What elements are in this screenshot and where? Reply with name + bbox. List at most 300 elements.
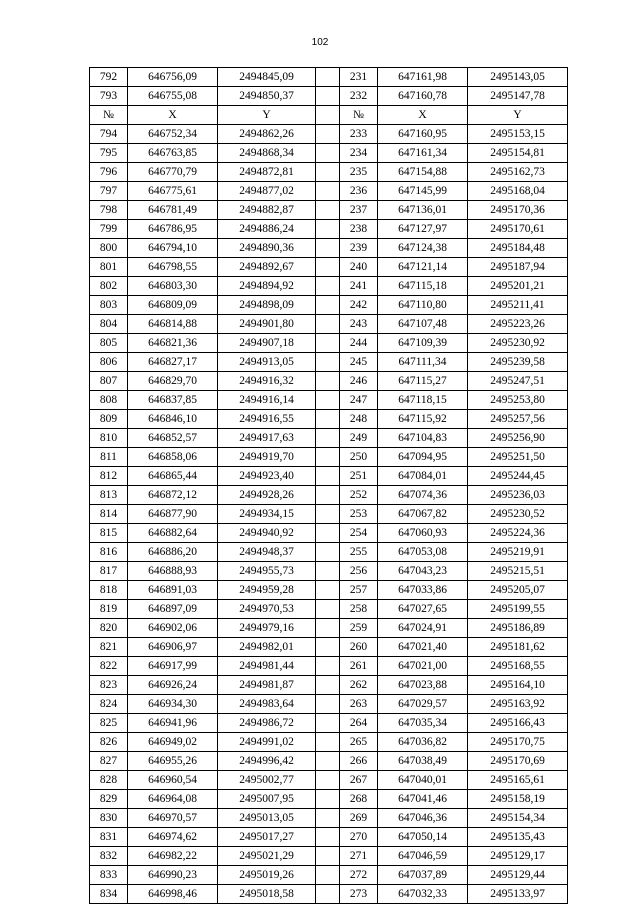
x-coordinate: 646827,17 [128, 353, 218, 372]
x-coordinate: 646756,09 [128, 68, 218, 87]
column-gap [316, 828, 340, 847]
column-gap [316, 562, 340, 581]
point-number: 267 [340, 771, 378, 790]
x-coordinate: 646906,97 [128, 638, 218, 657]
table-row [90, 163, 568, 182]
point-number: 236 [340, 182, 378, 201]
x-coordinate: 647161,98 [378, 68, 468, 87]
column-gap [316, 657, 340, 676]
x-coordinate: 647060,93 [378, 524, 468, 543]
x-coordinate: 647023,88 [378, 676, 468, 695]
x-coordinate: 646781,49 [128, 201, 218, 220]
x-coordinate: 647115,27 [378, 372, 468, 391]
point-number: № [340, 106, 378, 125]
point-number: 261 [340, 657, 378, 676]
point-number: 827 [90, 752, 128, 771]
table-row [90, 600, 568, 619]
x-coordinate: 646982,22 [128, 847, 218, 866]
point-number: 795 [90, 144, 128, 163]
x-coordinate: 647124,38 [378, 239, 468, 258]
x-coordinate: 647084,01 [378, 467, 468, 486]
point-number: 256 [340, 562, 378, 581]
point-number: 807 [90, 372, 128, 391]
table-row [90, 220, 568, 239]
column-gap [316, 353, 340, 372]
column-gap [316, 277, 340, 296]
point-number: 799 [90, 220, 128, 239]
y-coordinate: 2494894,92 [218, 277, 316, 296]
table-row [90, 239, 568, 258]
table-row [90, 448, 568, 467]
y-coordinate: 2494991,02 [218, 733, 316, 752]
point-number: 249 [340, 429, 378, 448]
y-coordinate: 2495215,51 [468, 562, 568, 581]
x-coordinate: 646852,57 [128, 429, 218, 448]
x-coordinate: 646934,30 [128, 695, 218, 714]
table-row [90, 676, 568, 695]
x-coordinate: 646877,90 [128, 505, 218, 524]
point-number: 792 [90, 68, 128, 87]
y-coordinate: 2494934,15 [218, 505, 316, 524]
table-row [90, 201, 568, 220]
point-number: 270 [340, 828, 378, 847]
y-coordinate: 2494901,80 [218, 315, 316, 334]
y-coordinate: 2495244,45 [468, 467, 568, 486]
x-coordinate: 646974,62 [128, 828, 218, 847]
x-coordinate: 647161,34 [378, 144, 468, 163]
column-gap [316, 486, 340, 505]
column-gap [316, 752, 340, 771]
y-coordinate: 2495256,90 [468, 429, 568, 448]
y-coordinate: 2495147,78 [468, 87, 568, 106]
point-number: 824 [90, 695, 128, 714]
y-coordinate: 2494850,37 [218, 87, 316, 106]
y-coordinate: 2495133,97 [468, 885, 568, 904]
x-coordinate: X [128, 106, 218, 125]
y-coordinate: 2495230,52 [468, 505, 568, 524]
column-gap [316, 220, 340, 239]
table-row [90, 505, 568, 524]
point-number: 260 [340, 638, 378, 657]
column-gap [316, 372, 340, 391]
point-number: 834 [90, 885, 128, 904]
x-coordinate: 647035,34 [378, 714, 468, 733]
point-number: 805 [90, 334, 128, 353]
x-coordinate: 647094,95 [378, 448, 468, 467]
table-row [90, 866, 568, 885]
x-coordinate: 646829,70 [128, 372, 218, 391]
x-coordinate: X [378, 106, 468, 125]
point-number: 248 [340, 410, 378, 429]
point-number: 812 [90, 467, 128, 486]
point-number: 823 [90, 676, 128, 695]
y-coordinate: 2495170,61 [468, 220, 568, 239]
x-coordinate: 646752,34 [128, 125, 218, 144]
point-number: 822 [90, 657, 128, 676]
y-coordinate: 2494928,26 [218, 486, 316, 505]
point-number: 798 [90, 201, 128, 220]
x-coordinate: 646872,12 [128, 486, 218, 505]
point-number: 797 [90, 182, 128, 201]
point-number: 271 [340, 847, 378, 866]
x-coordinate: 646891,03 [128, 581, 218, 600]
x-coordinate: 646770,79 [128, 163, 218, 182]
point-number: 832 [90, 847, 128, 866]
y-coordinate: Y [218, 106, 316, 125]
column-gap [316, 182, 340, 201]
table-row [90, 543, 568, 562]
column-gap [316, 106, 340, 125]
column-gap [316, 467, 340, 486]
point-number: 803 [90, 296, 128, 315]
column-gap [316, 714, 340, 733]
column-gap [316, 809, 340, 828]
column-gap [316, 258, 340, 277]
column-gap [316, 87, 340, 106]
x-coordinate: 646964,08 [128, 790, 218, 809]
column-gap [316, 296, 340, 315]
y-coordinate: 2494898,09 [218, 296, 316, 315]
table-row [90, 486, 568, 505]
x-coordinate: 646809,09 [128, 296, 218, 315]
x-coordinate: 646798,55 [128, 258, 218, 277]
y-coordinate: 2495230,92 [468, 334, 568, 353]
x-coordinate: 647110,80 [378, 296, 468, 315]
x-coordinate: 647107,48 [378, 315, 468, 334]
point-number: 800 [90, 239, 128, 258]
table-row [90, 353, 568, 372]
point-number: 241 [340, 277, 378, 296]
column-gap [316, 733, 340, 752]
y-coordinate: 2495170,69 [468, 752, 568, 771]
x-coordinate: 646917,99 [128, 657, 218, 676]
table-row [90, 790, 568, 809]
y-coordinate: 2495002,77 [218, 771, 316, 790]
point-number: 243 [340, 315, 378, 334]
point-number: 814 [90, 505, 128, 524]
x-coordinate: 647104,83 [378, 429, 468, 448]
table-row [90, 847, 568, 866]
x-coordinate: 647032,33 [378, 885, 468, 904]
table-row [90, 391, 568, 410]
table-row [90, 733, 568, 752]
point-number: 806 [90, 353, 128, 372]
table-row [90, 885, 568, 904]
x-coordinate: 646902,06 [128, 619, 218, 638]
point-number: 819 [90, 600, 128, 619]
y-coordinate: 2495158,19 [468, 790, 568, 809]
x-coordinate: 646998,46 [128, 885, 218, 904]
y-coordinate: 2494872,81 [218, 163, 316, 182]
y-coordinate: 2494948,37 [218, 543, 316, 562]
page-number: 102 [311, 37, 329, 48]
x-coordinate: 646955,26 [128, 752, 218, 771]
table-row [90, 87, 568, 106]
x-coordinate: 647029,57 [378, 695, 468, 714]
y-coordinate: 2495211,41 [468, 296, 568, 315]
y-coordinate: 2495164,10 [468, 676, 568, 695]
point-number: 254 [340, 524, 378, 543]
column-gap [316, 125, 340, 144]
table-row [90, 296, 568, 315]
table-row [90, 524, 568, 543]
y-coordinate: 2495129,44 [468, 866, 568, 885]
x-coordinate: 646846,10 [128, 410, 218, 429]
point-number: 259 [340, 619, 378, 638]
point-number: 816 [90, 543, 128, 562]
y-coordinate: 2494979,16 [218, 619, 316, 638]
column-gap [316, 619, 340, 638]
y-coordinate: 2495201,21 [468, 277, 568, 296]
point-number: 818 [90, 581, 128, 600]
x-coordinate: 646888,93 [128, 562, 218, 581]
point-number: 811 [90, 448, 128, 467]
point-number: 233 [340, 125, 378, 144]
point-number: 801 [90, 258, 128, 277]
table-row [90, 410, 568, 429]
column-gap [316, 524, 340, 543]
y-coordinate: 2495205,07 [468, 581, 568, 600]
x-coordinate: 646960,54 [128, 771, 218, 790]
y-coordinate: 2495236,03 [468, 486, 568, 505]
y-coordinate: 2495013,05 [218, 809, 316, 828]
table-row [90, 657, 568, 676]
y-coordinate: 2494868,34 [218, 144, 316, 163]
x-coordinate: 647046,36 [378, 809, 468, 828]
column-gap [316, 847, 340, 866]
y-coordinate: 2495247,51 [468, 372, 568, 391]
point-number: 250 [340, 448, 378, 467]
y-coordinate: 2495253,80 [468, 391, 568, 410]
y-coordinate: 2494916,55 [218, 410, 316, 429]
point-number: 239 [340, 239, 378, 258]
column-gap [316, 771, 340, 790]
point-number: 820 [90, 619, 128, 638]
x-coordinate: 647127,97 [378, 220, 468, 239]
y-coordinate: 2494970,53 [218, 600, 316, 619]
y-coordinate: 2494982,01 [218, 638, 316, 657]
y-coordinate: 2495153,15 [468, 125, 568, 144]
table-row [90, 467, 568, 486]
point-number: 272 [340, 866, 378, 885]
table-row [90, 581, 568, 600]
point-number: № [90, 106, 128, 125]
x-coordinate: 646926,24 [128, 676, 218, 695]
y-coordinate: 2495162,73 [468, 163, 568, 182]
x-coordinate: 646897,09 [128, 600, 218, 619]
point-number: 829 [90, 790, 128, 809]
y-coordinate: 2495219,91 [468, 543, 568, 562]
table-row [90, 619, 568, 638]
point-number: 825 [90, 714, 128, 733]
x-coordinate: 646786,95 [128, 220, 218, 239]
point-number: 815 [90, 524, 128, 543]
y-coordinate: 2494913,05 [218, 353, 316, 372]
y-coordinate: Y [468, 106, 568, 125]
point-number: 826 [90, 733, 128, 752]
point-number: 833 [90, 866, 128, 885]
y-coordinate: 2494917,63 [218, 429, 316, 448]
y-coordinate: 2495021,29 [218, 847, 316, 866]
x-coordinate: 647121,14 [378, 258, 468, 277]
point-number: 246 [340, 372, 378, 391]
point-number: 266 [340, 752, 378, 771]
y-coordinate: 2494986,72 [218, 714, 316, 733]
x-coordinate: 646990,23 [128, 866, 218, 885]
y-coordinate: 2495184,48 [468, 239, 568, 258]
x-coordinate: 647109,39 [378, 334, 468, 353]
y-coordinate: 2494892,67 [218, 258, 316, 277]
y-coordinate: 2495165,61 [468, 771, 568, 790]
table-row [90, 125, 568, 144]
y-coordinate: 2494916,14 [218, 391, 316, 410]
x-coordinate: 647154,88 [378, 163, 468, 182]
point-number: 237 [340, 201, 378, 220]
column-gap [316, 391, 340, 410]
point-number: 810 [90, 429, 128, 448]
y-coordinate: 2495186,89 [468, 619, 568, 638]
y-coordinate: 2494923,40 [218, 467, 316, 486]
point-number: 828 [90, 771, 128, 790]
column-gap [316, 239, 340, 258]
y-coordinate: 2495170,75 [468, 733, 568, 752]
x-coordinate: 646803,30 [128, 277, 218, 296]
point-number: 231 [340, 68, 378, 87]
y-coordinate: 2495007,95 [218, 790, 316, 809]
x-coordinate: 646837,85 [128, 391, 218, 410]
point-number: 817 [90, 562, 128, 581]
column-gap [316, 866, 340, 885]
x-coordinate: 647043,23 [378, 562, 468, 581]
table-header-row [90, 106, 568, 125]
x-coordinate: 646775,61 [128, 182, 218, 201]
table-row [90, 334, 568, 353]
y-coordinate: 2494862,26 [218, 125, 316, 144]
column-gap [316, 68, 340, 87]
column-gap [316, 315, 340, 334]
point-number: 253 [340, 505, 378, 524]
column-gap [316, 334, 340, 353]
table-row [90, 182, 568, 201]
y-coordinate: 2494955,73 [218, 562, 316, 581]
y-coordinate: 2495223,26 [468, 315, 568, 334]
point-number: 821 [90, 638, 128, 657]
x-coordinate: 646886,20 [128, 543, 218, 562]
x-coordinate: 646882,64 [128, 524, 218, 543]
point-number: 830 [90, 809, 128, 828]
x-coordinate: 647118,15 [378, 391, 468, 410]
y-coordinate: 2494877,02 [218, 182, 316, 201]
y-coordinate: 2495187,94 [468, 258, 568, 277]
y-coordinate: 2494916,32 [218, 372, 316, 391]
table-row [90, 828, 568, 847]
y-coordinate: 2495224,36 [468, 524, 568, 543]
x-coordinate: 647027,65 [378, 600, 468, 619]
y-coordinate: 2494890,36 [218, 239, 316, 258]
point-number: 235 [340, 163, 378, 182]
x-coordinate: 647053,08 [378, 543, 468, 562]
table-row [90, 714, 568, 733]
point-number: 245 [340, 353, 378, 372]
x-coordinate: 647115,18 [378, 277, 468, 296]
point-number: 240 [340, 258, 378, 277]
x-coordinate: 647038,49 [378, 752, 468, 771]
y-coordinate: 2494996,42 [218, 752, 316, 771]
y-coordinate: 2494845,09 [218, 68, 316, 87]
x-coordinate: 646858,06 [128, 448, 218, 467]
point-number: 262 [340, 676, 378, 695]
x-coordinate: 647136,01 [378, 201, 468, 220]
y-coordinate: 2494981,44 [218, 657, 316, 676]
point-number: 802 [90, 277, 128, 296]
y-coordinate: 2495251,50 [468, 448, 568, 467]
x-coordinate: 647033,86 [378, 581, 468, 600]
column-gap [316, 581, 340, 600]
x-coordinate: 647024,91 [378, 619, 468, 638]
table-row [90, 315, 568, 334]
x-coordinate: 646763,85 [128, 144, 218, 163]
x-coordinate: 647160,78 [378, 87, 468, 106]
column-gap [316, 790, 340, 809]
point-number: 232 [340, 87, 378, 106]
point-number: 251 [340, 467, 378, 486]
column-gap [316, 885, 340, 904]
column-gap [316, 600, 340, 619]
y-coordinate: 2495257,56 [468, 410, 568, 429]
y-coordinate: 2495018,58 [218, 885, 316, 904]
x-coordinate: 647160,95 [378, 125, 468, 144]
y-coordinate: 2494981,87 [218, 676, 316, 695]
x-coordinate: 646821,36 [128, 334, 218, 353]
x-coordinate: 646941,96 [128, 714, 218, 733]
y-coordinate: 2495019,26 [218, 866, 316, 885]
point-number: 794 [90, 125, 128, 144]
column-gap [316, 429, 340, 448]
column-gap [316, 505, 340, 524]
column-gap [316, 144, 340, 163]
y-coordinate: 2495199,55 [468, 600, 568, 619]
table-row [90, 752, 568, 771]
x-coordinate: 646970,57 [128, 809, 218, 828]
y-coordinate: 2494940,92 [218, 524, 316, 543]
x-coordinate: 647040,01 [378, 771, 468, 790]
point-number: 793 [90, 87, 128, 106]
y-coordinate: 2495166,43 [468, 714, 568, 733]
column-gap [316, 676, 340, 695]
table-row [90, 68, 568, 87]
point-number: 234 [340, 144, 378, 163]
y-coordinate: 2494959,28 [218, 581, 316, 600]
column-gap [316, 163, 340, 182]
column-gap [316, 638, 340, 657]
y-coordinate: 2495239,58 [468, 353, 568, 372]
column-gap [316, 543, 340, 562]
y-coordinate: 2495135,43 [468, 828, 568, 847]
x-coordinate: 647021,00 [378, 657, 468, 676]
point-number: 796 [90, 163, 128, 182]
table-row [90, 429, 568, 448]
column-gap [316, 448, 340, 467]
y-coordinate: 2495163,92 [468, 695, 568, 714]
point-number: 263 [340, 695, 378, 714]
table-row [90, 277, 568, 296]
point-number: 242 [340, 296, 378, 315]
y-coordinate: 2494882,87 [218, 201, 316, 220]
y-coordinate: 2495129,17 [468, 847, 568, 866]
x-coordinate: 647050,14 [378, 828, 468, 847]
y-coordinate: 2495181,62 [468, 638, 568, 657]
y-coordinate: 2495154,34 [468, 809, 568, 828]
